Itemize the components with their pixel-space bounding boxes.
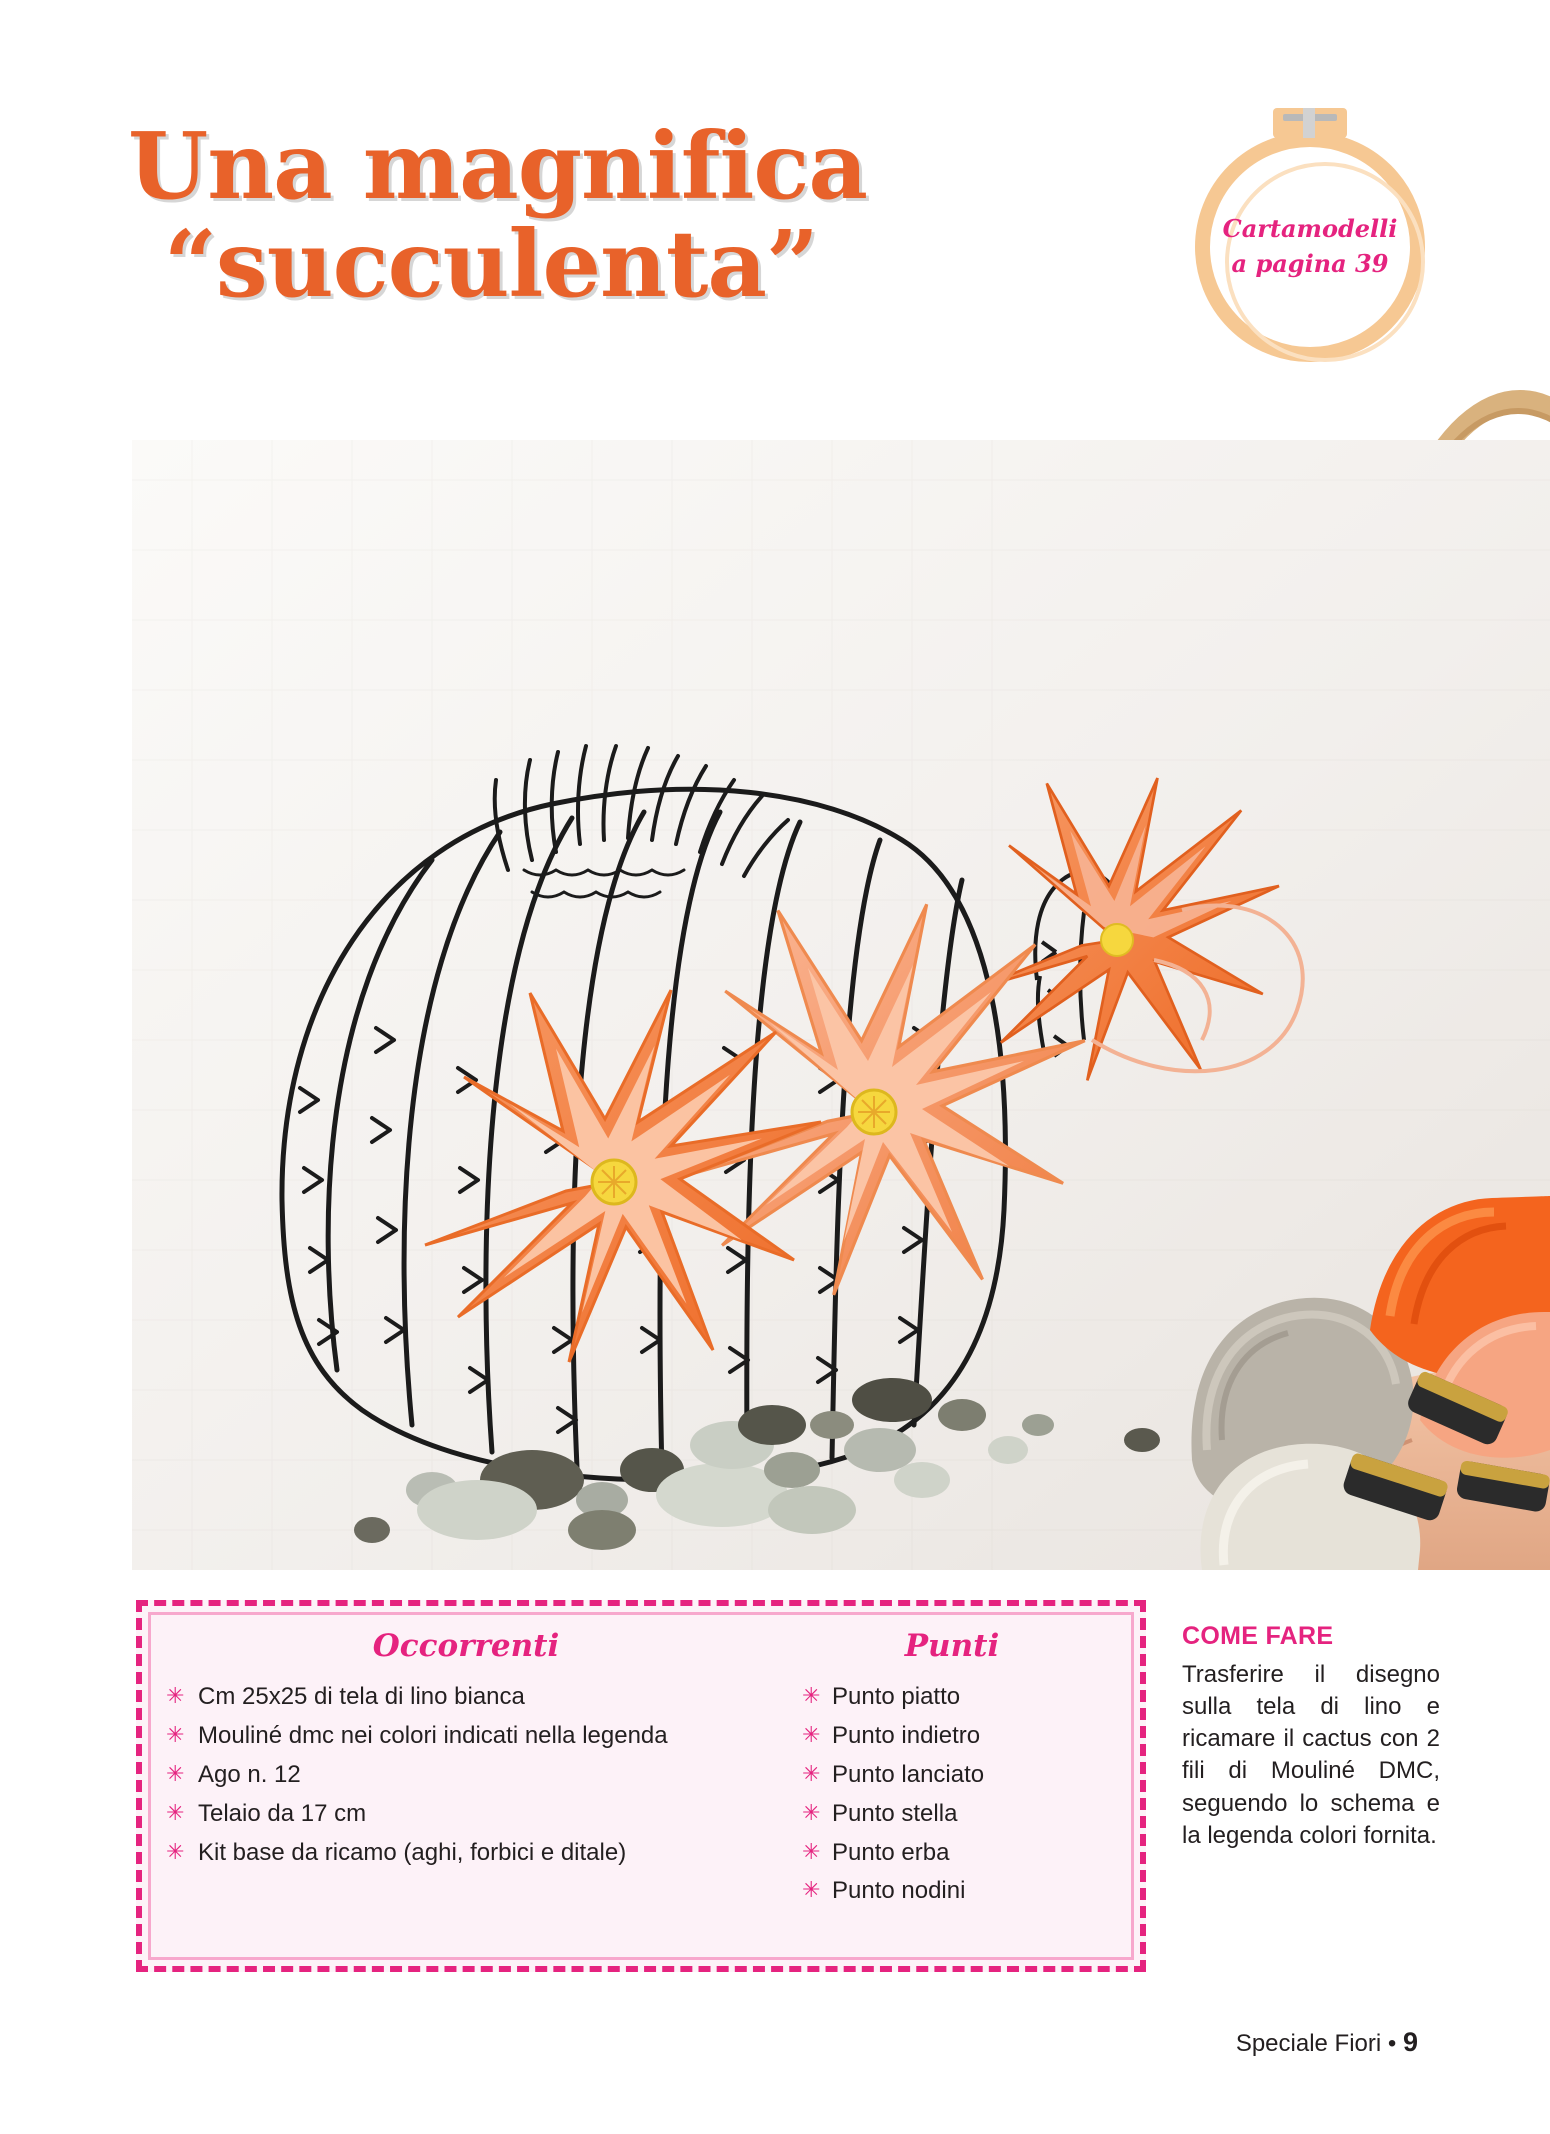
- badge-line-1: Cartamodelli: [1222, 214, 1398, 244]
- punti-list: [802, 1678, 1102, 1911]
- list-item: [802, 1756, 1102, 1795]
- asterisk-icon: ✳: [802, 1838, 821, 1864]
- page-footer: [1236, 2027, 1418, 2058]
- pattern-reference-badge: [1195, 132, 1425, 362]
- asterisk-icon: ✳: [802, 1877, 821, 1903]
- page-title: [128, 112, 1188, 318]
- title-line-1: Una magnifica: [128, 112, 868, 220]
- asterisk-icon: ✳: [166, 1760, 185, 1786]
- how-to-title: COME FARE: [1182, 1622, 1334, 1650]
- badge-text: [1195, 132, 1425, 362]
- title-line-2: [128, 209, 1188, 318]
- asterisk-icon: ✳: [166, 1683, 185, 1708]
- list-item-label: Punto nodini: [832, 1877, 966, 1905]
- close-quote: ”: [766, 209, 818, 318]
- list-item: [802, 1872, 1102, 1911]
- punti-title: Punti: [904, 1628, 1000, 1664]
- list-item: [802, 1834, 1102, 1873]
- list-item-label: Punto piatto: [832, 1683, 961, 1710]
- occorrenti-list: [166, 1678, 766, 1872]
- asterisk-icon: ✳: [166, 1721, 185, 1747]
- occorrenti-column: [166, 1628, 766, 1872]
- asterisk-icon: ✳: [802, 1683, 821, 1708]
- list-item: [802, 1678, 1102, 1717]
- list-item-label: Mouliné dmc nei colori indicati nella legenda: [198, 1721, 668, 1749]
- title-word: succulenta: [215, 209, 767, 318]
- list-item-label: Ago n. 12: [198, 1760, 301, 1788]
- footer-text: Speciale Fiori •: [1235, 2030, 1403, 2057]
- list-item-label: Punto lanciato: [832, 1760, 985, 1788]
- asterisk-icon: ✳: [802, 1760, 821, 1786]
- list-item: [802, 1717, 1102, 1756]
- list-item: [166, 1834, 766, 1873]
- list-item-label: Kit base da ricamo (aghi, forbici e ditale): [198, 1838, 627, 1866]
- badge-line-2: a pagina 39: [1231, 249, 1389, 278]
- list-item: [166, 1756, 766, 1795]
- open-quote: “: [164, 209, 216, 318]
- materials-box: [136, 1600, 1146, 1972]
- list-item-label: Telaio da 17 cm: [198, 1799, 367, 1827]
- asterisk-icon: ✳: [166, 1838, 185, 1864]
- list-item: [166, 1795, 766, 1834]
- list-item: [166, 1717, 766, 1756]
- photo-illustration: [132, 440, 1550, 1570]
- list-item: [166, 1678, 766, 1717]
- occorrenti-title: Occorrenti: [372, 1628, 560, 1664]
- list-item-label: Cm 25x25 di tela di lino bianca: [198, 1683, 525, 1710]
- asterisk-icon: ✳: [166, 1799, 185, 1825]
- asterisk-icon: ✳: [802, 1721, 821, 1747]
- how-to-body: Trasferire il disegno sulla tela di lino e ricamare il cactus con 2 fili di Mouliné DMC, seguendo lo schema e la legenda colori fornita.: [1182, 1661, 1440, 1849]
- list-item-label: Punto stella: [832, 1799, 958, 1827]
- punti-column: [802, 1628, 1102, 1911]
- list-item-label: Punto indietro: [832, 1721, 981, 1749]
- how-to-section: [1182, 1622, 1440, 1852]
- list-item: [802, 1795, 1102, 1834]
- page-number: 9: [1402, 2027, 1418, 2057]
- asterisk-icon: ✳: [802, 1799, 821, 1825]
- project-photo: [132, 440, 1550, 1570]
- list-item-label: Punto erba: [832, 1838, 950, 1866]
